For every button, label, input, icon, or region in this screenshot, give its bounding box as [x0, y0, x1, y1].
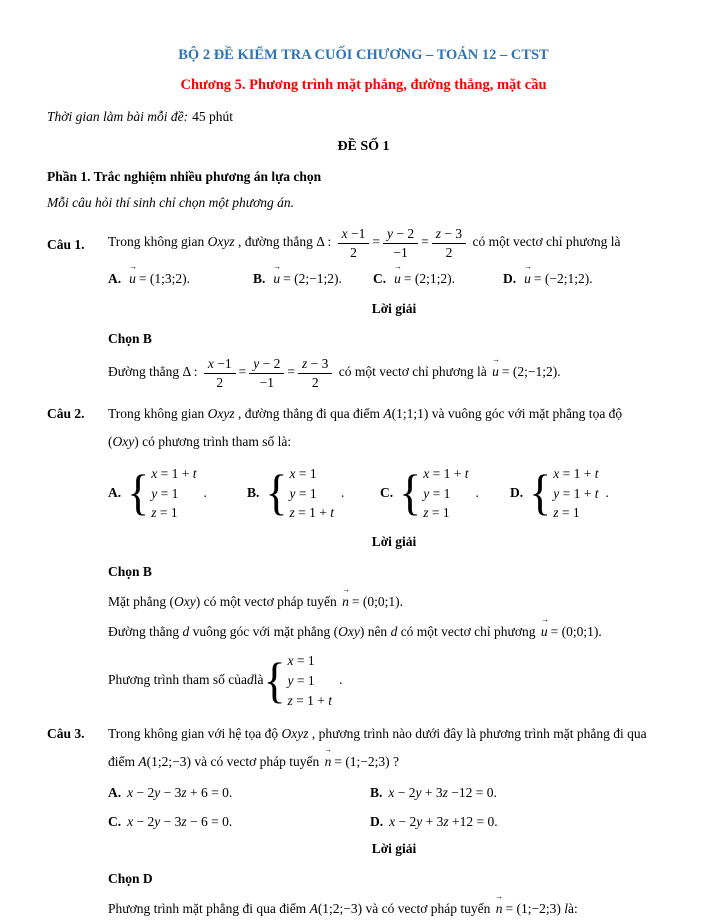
- vector-n: [324, 744, 333, 773]
- question-2: [47, 404, 680, 710]
- question-3-text-part: , phương trình nào dưới đây là phương trình mặt phẳng đi qua: [308, 726, 647, 742]
- equation-line: z = 1: [423, 505, 450, 521]
- exam-number: ĐỀ SỐ 1: [337, 138, 390, 154]
- option-a: [108, 261, 253, 290]
- vector-u: [273, 261, 281, 290]
- solution-heading: Lời giải: [371, 301, 417, 317]
- exam-duration: [47, 107, 680, 128]
- option-b: [253, 261, 373, 290]
- vector-u: [540, 613, 549, 643]
- equation-line: z = 1: [553, 505, 580, 521]
- vector-arrow-icon: →: [524, 261, 532, 272]
- question-3-text-part: điểm: [108, 754, 139, 770]
- option-period: .: [605, 484, 609, 500]
- vector-n: [341, 583, 350, 613]
- question-2-text-part: có phương trình tham số là:: [138, 434, 292, 450]
- math-oxy-plane: (Oxy): [333, 623, 365, 639]
- series-title: BỘ 2 ĐỀ KIỂM TRA CUỐI CHƯƠNG – TOÁN 12 – CTST: [178, 47, 549, 63]
- math-delta: Δ :: [316, 234, 332, 250]
- equation-system: [263, 651, 332, 710]
- fraction-denominator: 2: [311, 374, 319, 390]
- fraction-denominator: −1: [259, 374, 275, 390]
- equals-sign: =: [372, 234, 381, 250]
- solution-text-part: có một vectơ chỉ phương: [397, 623, 539, 639]
- fraction-numerator: x −1: [338, 226, 370, 244]
- solution-text-part: Phương trình mặt phẳng đi qua điểm: [108, 900, 310, 916]
- vector-arrow-icon: →: [129, 261, 137, 272]
- equation-system: [265, 464, 334, 523]
- vector-base: u: [129, 271, 136, 287]
- question-1-answer: Chọn B: [108, 331, 152, 347]
- option-value: = (1;3;2).: [138, 271, 190, 287]
- option-c: [380, 464, 510, 523]
- equation-line: x = 1 + t: [553, 466, 599, 482]
- equals-sign: =: [287, 364, 296, 380]
- fraction-x: [338, 226, 370, 260]
- solution-text-part: và có vectơ pháp tuyến: [362, 900, 494, 916]
- solution-text-part: Mặt phẳng: [108, 593, 170, 609]
- fraction-denominator: 2: [216, 374, 224, 390]
- option-value: x − 2y − 3z + 6 = 0.: [127, 784, 233, 800]
- option-key: D.: [370, 813, 384, 829]
- question-1-label: Câu 1.: [47, 237, 85, 253]
- equation-system: [127, 464, 196, 523]
- option-key: D.: [503, 271, 517, 287]
- fraction-numerator: x −1: [204, 356, 236, 374]
- math-point-a: A(1;2;−3): [309, 900, 363, 916]
- math-point-a: A(1;1;1): [383, 406, 429, 422]
- equation-line: z = 1: [151, 505, 178, 521]
- question-3-answer: Chọn D: [108, 870, 153, 886]
- question-3-text-part: và có vectơ pháp tuyến: [190, 754, 323, 770]
- question-2-body: [108, 404, 680, 710]
- left-brace: {: [529, 465, 552, 521]
- option-a: [108, 464, 247, 523]
- question-3-text-part: Trong không gian với hệ tọa độ: [108, 726, 282, 742]
- question-1-body: [108, 224, 680, 390]
- option-value: x − 2y − 3z − 6 = 0.: [127, 813, 233, 829]
- vector-u: [129, 261, 137, 290]
- option-key: D.: [510, 484, 524, 500]
- equation-system: [399, 464, 468, 523]
- equation-system: [529, 464, 598, 523]
- vector-arrow-icon: →: [341, 583, 350, 594]
- fraction-y: [383, 226, 418, 260]
- vector-u: [491, 354, 500, 383]
- option-value: x − 2y + 3z −12 = 0.: [388, 784, 497, 800]
- equation-line: z = 1 + t: [289, 505, 334, 521]
- question-1-text-part: , đường thẳng: [234, 234, 317, 250]
- option-d: [370, 812, 498, 833]
- vector-u: [394, 261, 402, 290]
- equation-line: x = 1 + t: [423, 466, 469, 482]
- fraction-z: [432, 226, 466, 260]
- question-2-solution-line1: [108, 583, 680, 613]
- part-1-heading: Phần 1. Trắc nghiệm nhiều phương án lựa chọn: [47, 168, 322, 184]
- equation-line: y = 1: [423, 485, 451, 501]
- question-2-text-line1: [108, 404, 680, 425]
- option-key: B.: [247, 484, 260, 500]
- option-b: [247, 464, 380, 523]
- equals-sign: =: [238, 364, 247, 380]
- question-2-text-part: và vuông góc với mặt phẳng tọa độ: [428, 406, 623, 422]
- fraction-z: [298, 356, 332, 390]
- solution-math: = (2;−1;2).: [501, 364, 561, 380]
- option-key: B.: [253, 271, 266, 287]
- option-a: [108, 783, 370, 804]
- vector-base: u: [394, 271, 401, 287]
- question-1-solution: [108, 356, 680, 390]
- math-d: d: [182, 623, 190, 639]
- option-key: A.: [108, 271, 122, 287]
- question-1-text-part: có một vectơ chỉ phương là: [472, 234, 621, 250]
- vector-base: u: [524, 271, 531, 287]
- vector-base: u: [540, 623, 548, 639]
- vector-arrow-icon: →: [495, 890, 504, 901]
- question-3-text-line2: [108, 744, 680, 773]
- solution-math: = (1;−2;3) là:: [505, 900, 578, 916]
- solution-text-part: là: [253, 672, 264, 688]
- left-brace: {: [265, 465, 288, 521]
- exam-duration-value: 45 phút: [192, 108, 233, 124]
- fraction-numerator: z − 3: [432, 226, 466, 244]
- solution-math: = (0;0;1).: [351, 593, 403, 609]
- equation-line: x = 1 + t: [151, 466, 197, 482]
- solution-text-part: có một vectơ pháp tuyến: [200, 593, 341, 609]
- exam-duration-label: Thời gian làm bài mỗi đề:: [47, 108, 189, 124]
- option-period: .: [475, 484, 479, 500]
- fraction-denominator: 2: [350, 244, 357, 260]
- option-value: = (2;1;2).: [403, 271, 455, 287]
- math-oxyz: Oxyz: [207, 234, 235, 250]
- question-2-solution-line2: [108, 613, 680, 643]
- left-brace: {: [127, 465, 150, 521]
- vector-arrow-icon: →: [324, 744, 333, 755]
- fraction-numerator: y − 2: [383, 226, 418, 244]
- vector-arrow-icon: →: [394, 261, 402, 272]
- question-1-text: [108, 226, 680, 260]
- equation-line: y = 1: [287, 673, 315, 688]
- equation-line: x = 1: [287, 653, 315, 669]
- question-2-text-part: Trong không gian: [108, 406, 208, 422]
- solution-heading: Lời giải: [371, 533, 417, 549]
- equals-sign: =: [421, 234, 429, 250]
- option-key: A.: [108, 784, 122, 800]
- vector-base: u: [273, 271, 281, 287]
- vector-base: n: [342, 593, 349, 609]
- option-d: [510, 464, 680, 523]
- vector-base: n: [495, 900, 503, 916]
- question-3-math: = (1;−2;3) ?: [334, 754, 400, 770]
- math-oxyz: Oxyz: [281, 726, 309, 742]
- math-d: d: [246, 672, 254, 688]
- math-oxyz: Oxyz: [207, 406, 235, 422]
- solution-text-part: nên: [364, 623, 391, 639]
- option-value: = (−2;1;2).: [533, 271, 593, 287]
- math-oxy-plane: (Oxy): [169, 593, 201, 609]
- solution-heading: Lời giải: [371, 840, 417, 856]
- question-2-solution-line3: [108, 651, 680, 710]
- option-key: C.: [108, 813, 122, 829]
- solution-text-part: Phương trình tham số của: [108, 672, 247, 688]
- vector-arrow-icon: →: [273, 261, 281, 272]
- question-3-text-line1: [108, 724, 680, 745]
- question-3-body: [108, 724, 680, 919]
- fraction-denominator: 2: [445, 244, 453, 260]
- option-key: B.: [370, 784, 383, 800]
- left-brace: {: [263, 652, 286, 708]
- fraction-x: [204, 356, 236, 390]
- solution-math: = (0;0;1).: [550, 623, 602, 639]
- solution-text-part: Đường thẳng: [108, 623, 183, 639]
- option-key: C.: [380, 484, 394, 500]
- option-period: .: [341, 484, 345, 500]
- fraction-numerator: z − 3: [298, 356, 332, 374]
- question-2-text-part: , đường thẳng đi qua điểm: [234, 406, 384, 422]
- fraction-denominator: −1: [393, 244, 408, 260]
- option-value: x − 2y + 3z +12 = 0.: [389, 813, 498, 829]
- fraction-y: [249, 356, 284, 390]
- question-1-text-part: Trong không gian: [108, 234, 208, 250]
- question-3: [47, 724, 680, 919]
- option-key: A.: [108, 484, 122, 500]
- equation-line: y = 1: [289, 485, 317, 501]
- part-1-note: Mỗi câu hỏi thí sinh chỉ chọn một phương án.: [47, 195, 295, 211]
- option-period: .: [203, 484, 207, 500]
- math-delta: Δ :: [182, 364, 198, 380]
- option-value: = (2;−1;2).: [283, 271, 342, 287]
- option-b: [370, 783, 497, 804]
- question-3-options-row2: [108, 812, 680, 833]
- equation-line: x = 1: [289, 466, 317, 482]
- fraction-numerator: y − 2: [249, 356, 284, 374]
- math-oxy-plane: (Oxy): [108, 434, 139, 450]
- math-d: d: [390, 623, 398, 639]
- question-3-solution: [108, 890, 680, 920]
- question-2-options: [108, 464, 680, 523]
- question-3-options-row1: [108, 783, 680, 804]
- period: .: [339, 672, 343, 688]
- question-3-label: Câu 3.: [47, 726, 85, 742]
- option-key: C.: [373, 271, 387, 287]
- question-2-answer: Chọn B: [108, 563, 152, 579]
- solution-text-part: vuông góc với mặt phẳng: [189, 623, 334, 639]
- left-brace: {: [399, 465, 422, 521]
- vector-arrow-icon: →: [540, 613, 549, 624]
- solution-text-part: có một vectơ chỉ phương là: [338, 364, 491, 380]
- math-point-a: A(1;2;−3): [138, 754, 191, 770]
- equation-line: y = 1 + t: [553, 485, 599, 501]
- option-d: [503, 261, 680, 290]
- equation-line: z = 1 + t: [287, 692, 333, 708]
- option-c: [108, 812, 370, 833]
- question-1-options: [108, 261, 680, 290]
- question-2-label: Câu 2.: [47, 406, 85, 422]
- question-1: [47, 224, 680, 390]
- question-2-text-line2: [108, 432, 680, 453]
- vector-u: [524, 261, 532, 290]
- vector-base: u: [492, 364, 499, 380]
- vector-arrow-icon: →: [491, 354, 500, 365]
- chapter-title: Chương 5. Phương trình mặt phẳng, đường thẳng, mặt cầu: [180, 77, 547, 94]
- vector-base: n: [324, 754, 332, 770]
- vector-n: [495, 890, 504, 920]
- equation-line: y = 1: [151, 485, 179, 501]
- solution-text-part: Đường thẳng: [108, 364, 183, 380]
- option-c: [373, 261, 503, 290]
